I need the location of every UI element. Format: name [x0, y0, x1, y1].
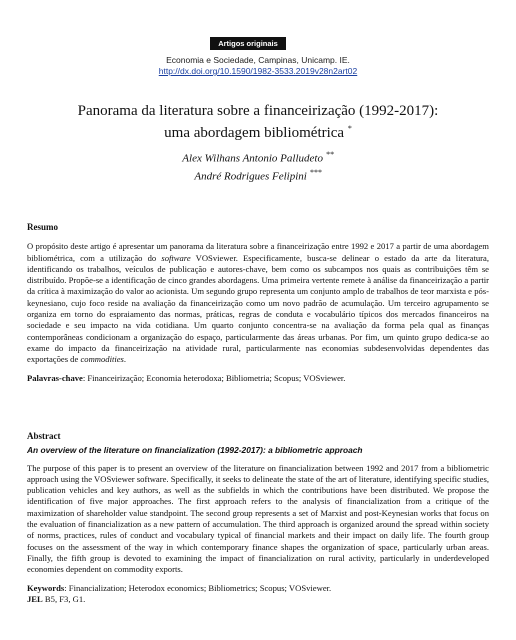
doi-line [0, 66, 516, 77]
resumo-keywords-list: : Financeirização; Economia heterodoxa; Bibliometria; Scopus; VOSviewer. [82, 372, 346, 383]
abstract-text: The purpose of this paper is to present an overview of the literature on financialization between 1992 and 2017 from a bibliometric approach using the VOSviewer software. Specifically, it seeks to delineate the state of the art of literature, identifying specific studies, publication vehicles and key authors, as well as the subfields in which the contributions have been distributed. We propose the identification of five major approaches. The first approach refers to the analysis of financialization from a critique of the maximization of shareholder value standpoint. The second group represents a set of Marxist and post-Keynesian works that focus on the evaluation of financialization as a new pattern of accumulation. The third approach is organized around the spread within society of norms, practices, rules of conduct and vocabulary typical of financial markets and their impact on daily life. The fourth group focuses on the assessment of the way in which contemporary finance shapes the organization of space, particularly urban areas. Finally, the fifth group is devoted to examining the impact of financialization on rural activity, particularly in underdeveloped economies dependent on commodity exports. [27, 462, 489, 575]
resumo-section [27, 222, 489, 384]
resumo-keywords [27, 373, 489, 384]
abstract-keywords [27, 583, 489, 594]
article-title [0, 103, 516, 142]
abstract-section [27, 431, 489, 605]
resumo-text-end: . [123, 354, 127, 365]
journal-line: Economia e Sociedade, Campinas, Unicamp. IE. [166, 55, 350, 65]
jel-label: JEL [27, 593, 43, 604]
author-1-footnote-mark[interactable]: ** [325, 150, 334, 159]
author-1-name: Alex Wilhans Antonio Palludeto [182, 152, 323, 165]
resumo-commodities-word: commodities [80, 354, 124, 365]
author-2-footnote-mark[interactable]: *** [309, 167, 322, 177]
jel-list: B5, F3, G1. [42, 593, 86, 604]
resumo-text [27, 241, 489, 365]
title-line-1: Panorama da literatura sobre a financeirização (1992-2017): [77, 103, 439, 119]
abstract-heading: Abstract [27, 431, 61, 441]
title-footnote-mark[interactable]: * [347, 124, 352, 133]
authors-block [0, 148, 516, 183]
resumo-text-part-2: VOSviewer. Especificamente, busca-se delinear o estado da arte da literatura, identificando os trabalhos, veículos de publicação e autores-chave, bem como os subcampos nos quais as contribuições têm se distribuído. Propõe-se a identificação de cinco grandes abordagens. Uma primeira vertente remete à análise da financeirização a partir da crítica à maximização do valor ao acionista. Um segundo grupo representa um conjunto amplo de trabalhos de teor marxista e pós-keynesiano, cujo foco reside na avaliação da financeirização como um novo padrão de acumulação. Um terceiro agrupamento se organiza em torno do espraiamento das normas, práticas, regras de conduta e vocabulário típicos dos mercados financeiros na sociedade e seu impacto na vida cotidiana. Um quarto conjunto concentra-se na avaliação da forma pela qual as finanças contemporâneas condicionam a organização do espaço, particularmente das áreas urbanas. Por fim, um quinto grupo dedica-se ao exame do impacto da financeirização na atividade rural, particularmente nas economias subdesenvolvidas dependentes das exportações de [27, 252, 489, 365]
author-1 [0, 148, 516, 166]
resumo-software-word: software [161, 252, 191, 263]
abstract-keywords-list: : Financialization; Heterodox economics; Bibliometrics; Scopus; VOSviewer. [64, 582, 332, 593]
author-2-name: André Rodrigues Felipini [194, 170, 307, 183]
resumo-keywords-label: Palavras-chave [27, 372, 83, 383]
abstract-title: An overview of the literature on financialization (1992-2017): a bibliometric approach [27, 445, 363, 456]
title-line-2 [0, 120, 516, 142]
jel-codes [27, 594, 489, 605]
resumo-heading: Resumo [27, 222, 58, 232]
title-line-2-text: uma abordagem bibliométrica [164, 125, 345, 141]
abstract-keywords-label: Keywords [27, 582, 65, 593]
author-2 [0, 166, 516, 184]
resumo-text-part-1: O propósito deste artigo é apresentar um panorama da literatura sobre a financeirização entre 1992 e 2017 a partir de uma abordagem bibliométrica, com a utilização do [27, 241, 489, 263]
doi-link[interactable]: http://dx.doi.org/10.1590/1982-3533.2019v28n2art02 [158, 66, 358, 76]
section-badge: Artigos originais [210, 37, 286, 50]
